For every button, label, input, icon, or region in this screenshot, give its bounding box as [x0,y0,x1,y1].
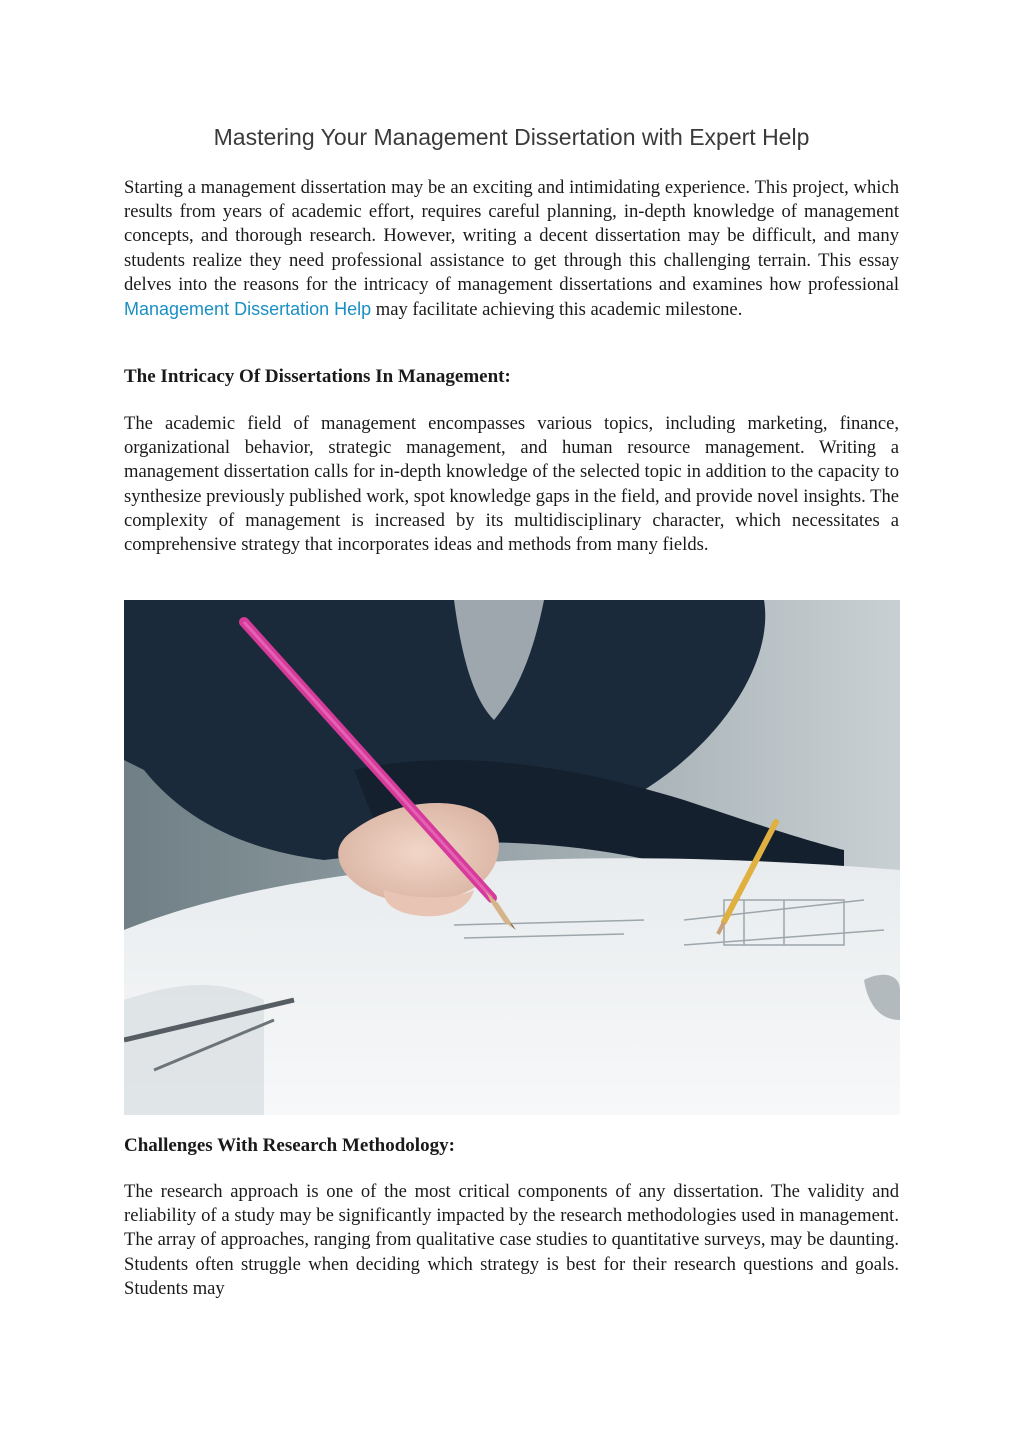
section-heading-intricacy: The Intricacy Of Dissertations In Management: [124,366,511,387]
section-heading-methodology: Challenges With Research Methodology: [124,1135,455,1156]
management-dissertation-help-link[interactable]: Management Dissertation Help [124,299,372,320]
section-body-intricacy: The academic field of management encompasses various topics, including marketing, finance, organizational behavior, strategic management, and human resource management. Writing a management dissertation calls for in-depth knowledge of the selected topic in addition to the capacity to synthesize previously published work, spot knowledge gaps in the field, and provide novel insights. The complexity of management is increased by its multidisciplinary character, which necessitates a comprehensive strategy that incorporates ideas and methods from many fields. [124,413,899,556]
intro-text-after-link: may facilitate achieving this academic milestone. [371,299,743,321]
intro-text-before-link: Starting a management dissertation may be an exciting and intimidating experience. This project, which results from years of academic effort, requires careful planning, in-depth knowledge of management concepts, and thorough research. However, writing a decent dissertation may be difficult, and many students realize they need professional assistance to get through this challenging terrain. This essay delves into the reasons for the intricacy of management dissertations and examines how professional [124,177,899,295]
document-title: Mastering Your Management Dissertation with Expert Help [213,124,810,150]
section-body-methodology: The research approach is one of the most critical components of any dissertation. The validity and reliability of a study may be significantly impacted by the research methodologies used in management. The array of approaches, ranging from qualitative case studies to quantitative surveys, may be daunting. Students often struggle when deciding which strategy is best for their research questions and goals. Students may [124,1181,899,1299]
intro-paragraph [124,176,899,322]
writing-hand-photo [124,600,900,1115]
